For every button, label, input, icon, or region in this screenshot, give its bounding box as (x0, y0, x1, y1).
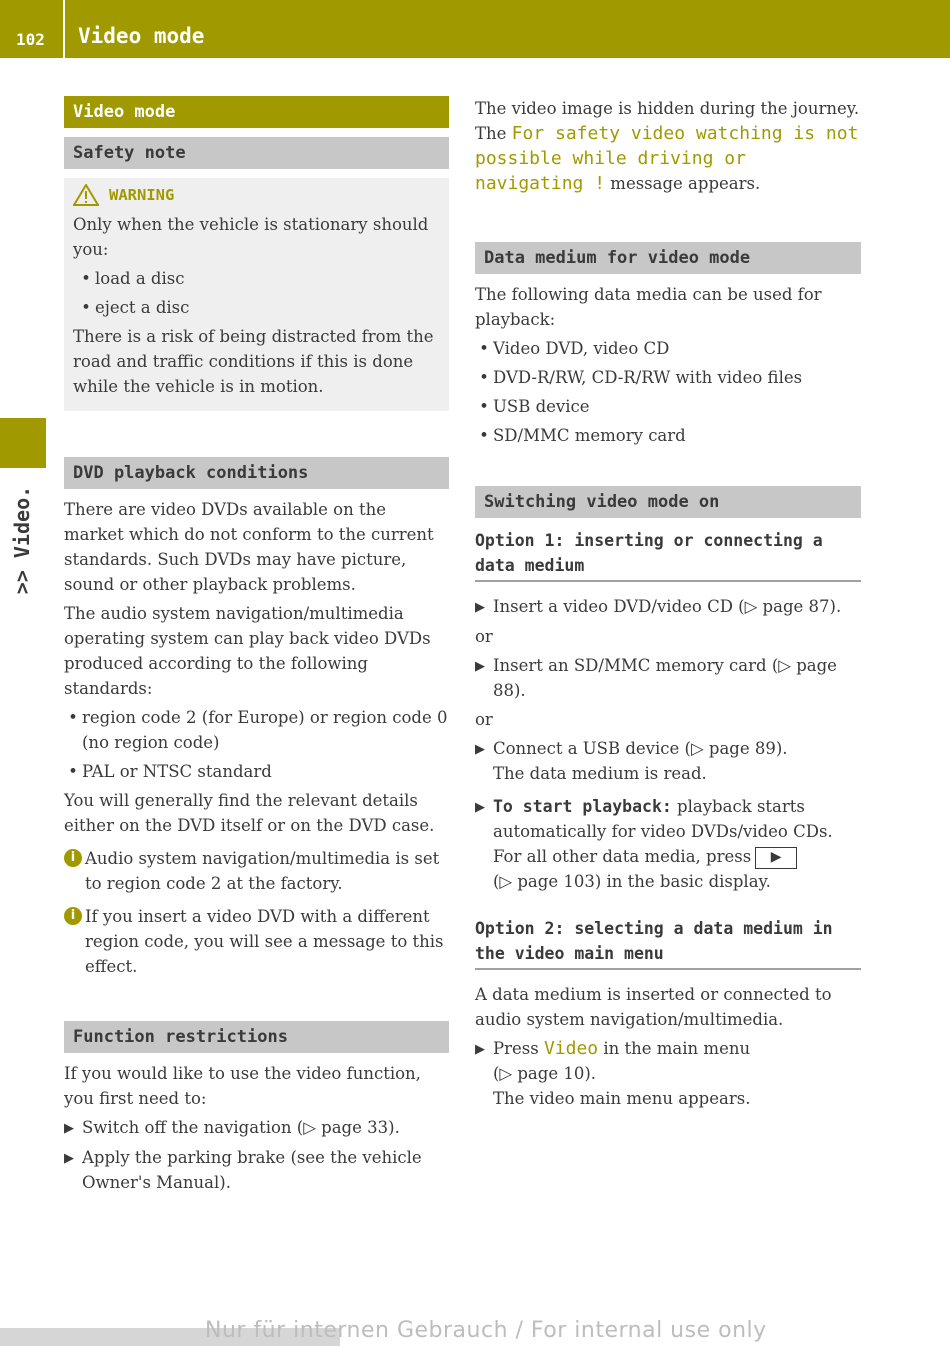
list-item: • USB device (479, 397, 590, 416)
footer-watermark: Nur für internen Gebrauch / For internal use only (205, 1318, 767, 1343)
list-item: • Video DVD, video CD (479, 339, 670, 358)
list-item: • DVD-R/RW, CD-R/RW with video files (479, 368, 803, 387)
arrow-icon: ▶ (475, 1042, 485, 1057)
hidden-video-paragraph: The video image is hidden during the journey. The For safety video watching is not possible while driving or navigating ! message appears. (475, 99, 860, 194)
option-2-heading: Option 2: selecting a data medium in the video main menu (475, 916, 861, 970)
list-item: • region code 2 (for Europe) or region code 0 (no region code) (68, 708, 448, 752)
list-item: • PAL or NTSC standard (68, 762, 272, 781)
function-restrictions-bar: Function restrictions (64, 1021, 449, 1053)
dvd-paragraph-2: The audio system navigation/multimedia operating system can play back video DVDs produced according to the following standards: (64, 604, 431, 698)
step-result: The video main menu appears. (493, 1089, 751, 1108)
info-note: i If you insert a video DVD with a different region code, you will see a message to this effect. (64, 904, 449, 979)
section-title-bar: Video mode (64, 96, 449, 128)
list-item: • SD/MMC memory card (479, 426, 686, 445)
page-number: 102 (16, 30, 45, 49)
info-icon: i (64, 907, 82, 925)
info-icon: i (64, 849, 82, 867)
left-column (64, 96, 449, 1199)
step-result: The data medium is read. (493, 764, 707, 783)
step-item: ▶ Press Video in the main menu (▷ page 10). The video main menu appears. (475, 1036, 861, 1111)
warning-intro: Only when the vehicle is stationary should you: (73, 215, 429, 259)
step-item: ▶ Apply the parking brake (see the vehicle Owner's Manual). (64, 1145, 449, 1195)
arrow-icon: ▶ (475, 742, 485, 757)
step-item: ▶ Switch off the navigation (▷ page 33). (64, 1115, 449, 1141)
list-item: • load a disc (81, 269, 185, 288)
video-menu-keyword: Video (543, 1038, 599, 1059)
arrow-icon: ▶ (475, 600, 485, 615)
or-text: or (475, 627, 493, 646)
side-tab-marker (0, 418, 46, 468)
arrow-icon: ▶ (475, 659, 485, 674)
header-divider (63, 0, 65, 58)
function-paragraph: If you would like to use the video function, you first need to: (64, 1064, 421, 1108)
arrow-icon: ▶ (475, 800, 485, 815)
info-note: i Audio system navigation/multimedia is set to region code 2 at the factory. (64, 846, 449, 896)
list-item: • eject a disc (81, 298, 190, 317)
right-column (475, 96, 861, 1115)
dvd-paragraph-3: You will generally find the relevant details either on the DVD itself or on the DVD case. (64, 791, 435, 835)
data-paragraph: The following data media can be used for playback: (475, 285, 822, 329)
start-playback-label: To start playback: (493, 797, 672, 816)
dvd-playback-bar: DVD playback conditions (64, 457, 449, 489)
switching-video-bar: Switching video mode on (475, 486, 861, 518)
warning-text: There is a risk of being distracted from the road and traffic conditions if this is done while the vehicle is in motion. (73, 327, 434, 396)
step-item: ▶ To start playback: playback starts automatically for video DVDs/video CDs. For all other data media, press ▶ (▷ page 103) in the basic display. (475, 794, 861, 894)
safety-note-bar: Safety note (64, 137, 449, 169)
step-item: ▶ Insert a video DVD/video CD (▷ page 87). (475, 594, 861, 620)
dvd-paragraph-1: There are video DVDs available on the market which do not conform to the current standards. Such DVDs may have picture, sound or other playback problems. (64, 500, 434, 594)
step-item: ▶ Connect a USB device (▷ page 89). The data medium is read. (475, 736, 861, 786)
warning-label: WARNING (109, 186, 175, 204)
warning-box (64, 178, 449, 411)
safety-message: For safety video watching is not possible while driving or navigating ! (475, 123, 859, 194)
arrow-icon: ▶ (64, 1151, 74, 1166)
step-item: ▶ Insert an SD/MMC memory card (▷ page 88). (475, 653, 861, 703)
side-tab-label: >> Video. (10, 485, 34, 595)
data-medium-bar: Data medium for video mode (475, 242, 861, 274)
warning-heading (73, 184, 440, 206)
or-text: or (475, 710, 493, 729)
header-title: Video mode (78, 24, 205, 48)
arrow-icon: ▶ (64, 1121, 74, 1136)
warning-triangle-icon (73, 184, 99, 206)
option-1-heading: Option 1: inserting or connecting a data medium (475, 528, 861, 582)
play-button-icon: ▶ (755, 847, 797, 869)
option-2-paragraph: A data medium is inserted or connected to audio system navigation/multimedia. (475, 985, 832, 1029)
